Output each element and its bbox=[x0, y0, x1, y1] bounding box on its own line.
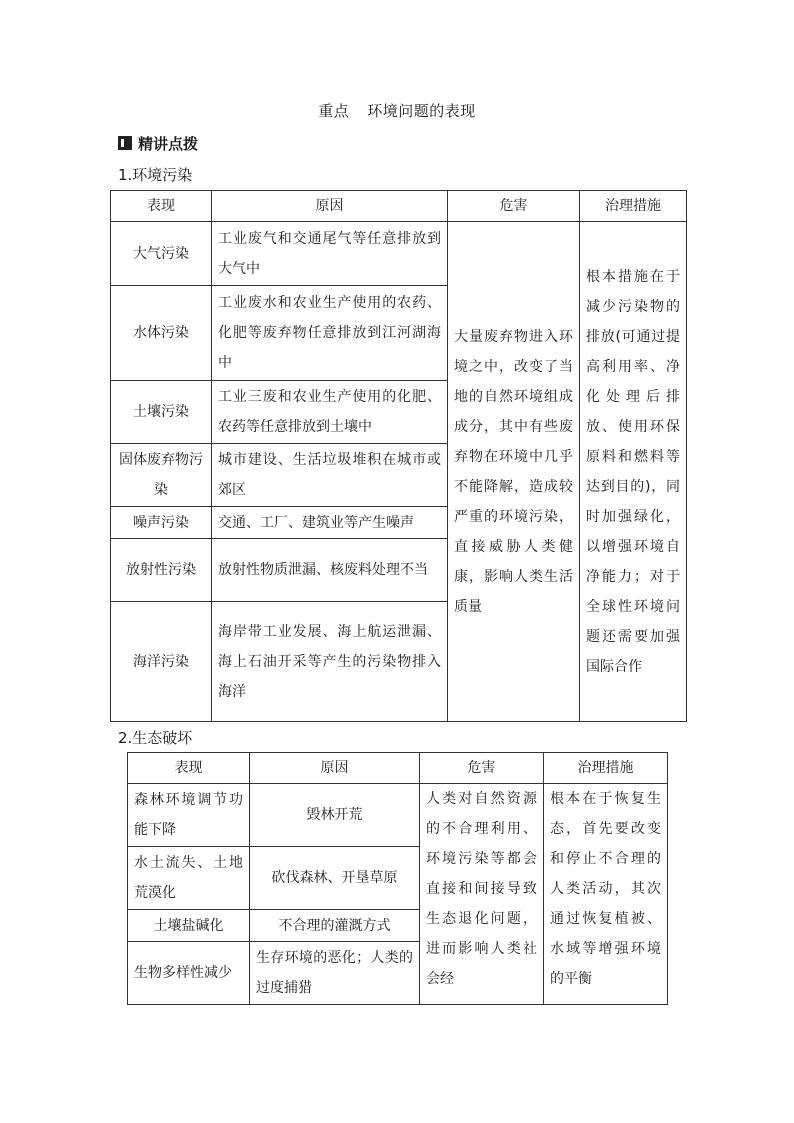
part1-heading: 1.环境污染 bbox=[118, 166, 193, 184]
row-cause: 生存环境的恶化；人类的过度捕猎 bbox=[250, 942, 420, 1005]
measures-cell: 根本措施在于减少污染物的排放(可通过提高利用率、净化处理后排放、使用环保原料和燃料等达到目的)，同时加强绿化，以增强环境自净能力；对于全球性环境问题还需要加强国际合作 bbox=[580, 222, 687, 722]
title-text: 环境问题的表现 bbox=[367, 102, 476, 120]
header-cell: 危害 bbox=[448, 191, 580, 222]
row-name: 森林环境调节功能下降 bbox=[128, 784, 250, 847]
ecology-table-wrap bbox=[127, 752, 668, 1006]
header-cell: 危害 bbox=[420, 753, 544, 784]
page-title bbox=[0, 101, 794, 121]
row-name: 生物多样性减少 bbox=[128, 942, 250, 1005]
row-cause: 砍伐森林、开垦草原 bbox=[250, 847, 420, 910]
title-prefix: 重点 bbox=[318, 102, 350, 120]
row-cause: 海岸带工业发展、海上航运泄漏、海上石油开采等产生的污染物排入海洋 bbox=[212, 602, 448, 722]
header-cell: 治理措施 bbox=[544, 753, 668, 784]
header-cell: 表现 bbox=[128, 753, 250, 784]
row-name: 土壤污染 bbox=[111, 381, 212, 444]
header-cell: 原因 bbox=[212, 191, 448, 222]
row-cause: 工业三废和农业生产使用的化肥、农药等任意排放到土壤中 bbox=[212, 381, 448, 444]
section-badge-icon bbox=[118, 136, 132, 150]
ecology-table bbox=[127, 752, 668, 1005]
row-name: 土壤盐碱化 bbox=[128, 910, 250, 942]
row-cause: 工业废水和农业生产使用的农药、化肥等废弃物任意排放到江河湖海中 bbox=[212, 286, 448, 381]
harm-cell: 大量废弃物进入环境之中，改变了当地的自然环境组成成分，其中有些废弃物在环境中几乎不能降解，造成较严重的环境污染，直接威胁人类健康，影响人类生活质量 bbox=[448, 222, 580, 722]
row-name: 放射性污染 bbox=[111, 539, 212, 602]
row-cause: 交通、工厂、建筑业等产生噪声 bbox=[212, 507, 448, 539]
row-cause: 不合理的灌溉方式 bbox=[250, 910, 420, 942]
row-name: 大气污染 bbox=[111, 222, 212, 286]
section-heading bbox=[118, 133, 198, 153]
table-header-row bbox=[128, 753, 668, 784]
row-name: 噪声污染 bbox=[111, 507, 212, 539]
header-cell: 治理措施 bbox=[580, 191, 687, 222]
table-row bbox=[111, 222, 687, 286]
row-name: 固体废弃物污染 bbox=[111, 444, 212, 507]
harm-cell: 人类对自然资源的不合理利用、环境污染等都会直接和间接导致生态退化问题，进而影响人类社会经 bbox=[420, 784, 544, 1005]
part2-heading: 2.生态破坏 bbox=[118, 729, 193, 747]
row-name: 海洋污染 bbox=[111, 602, 212, 722]
measures-cell: 根本在于恢复生态，首先要改变和停止不合理的人类活动，其次通过恢复植被、水域等增强环境的平衡 bbox=[544, 784, 668, 1005]
row-cause: 城市建设、生活垃圾堆积在城市或郊区 bbox=[212, 444, 448, 507]
pollution-table bbox=[110, 190, 687, 722]
table-header-row bbox=[111, 191, 687, 222]
header-cell: 原因 bbox=[250, 753, 420, 784]
row-name: 水土流失、土地荒漠化 bbox=[128, 847, 250, 910]
section-label: 精讲点拨 bbox=[138, 134, 199, 153]
table-row bbox=[128, 784, 668, 847]
row-cause: 毁林开荒 bbox=[250, 784, 420, 847]
row-cause: 工业废气和交通尾气等任意排放到大气中 bbox=[212, 222, 448, 286]
row-cause: 放射性物质泄漏、核废料处理不当 bbox=[212, 539, 448, 602]
header-cell: 表现 bbox=[111, 191, 212, 222]
row-name: 水体污染 bbox=[111, 286, 212, 381]
